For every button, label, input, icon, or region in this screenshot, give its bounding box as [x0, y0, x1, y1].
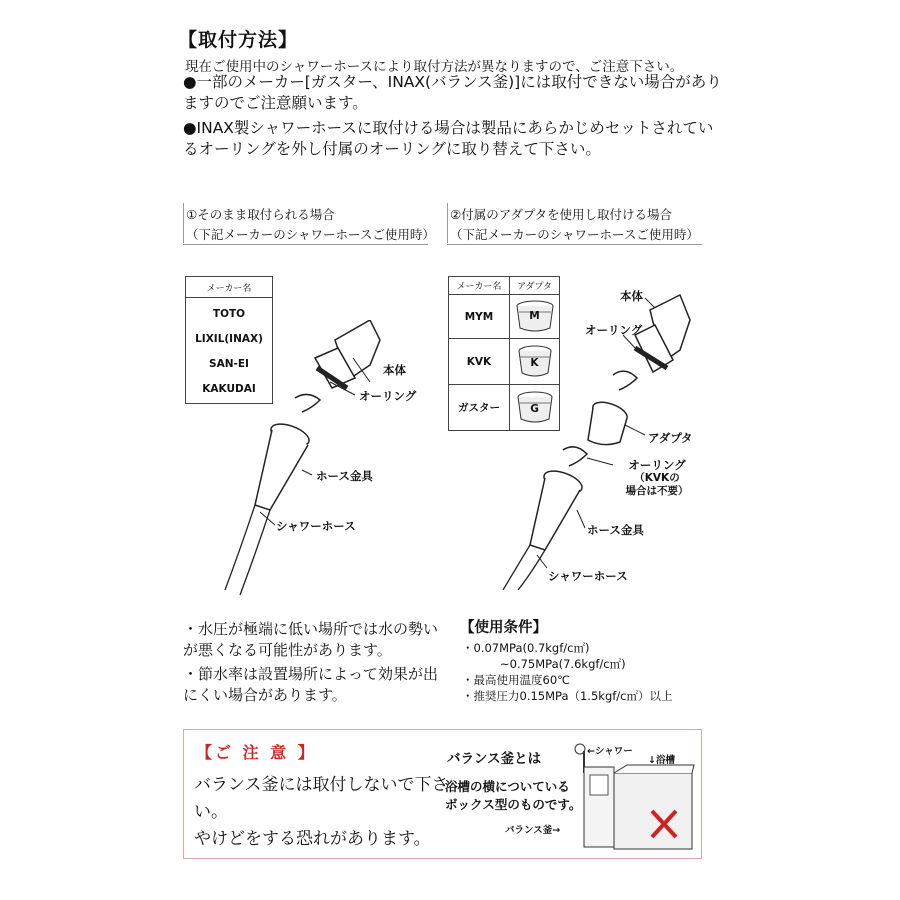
case1-caption-bar	[183, 203, 184, 243]
case2-caption-bar	[447, 203, 448, 243]
conditions-list	[462, 640, 673, 704]
case2-label-adapter: アダプタ	[648, 431, 693, 445]
balance-kama-illustration	[572, 743, 697, 855]
warning-line1: バランス釜には取付しないで下さい。	[194, 775, 449, 822]
condition-pressure-min: ・0.07MPa(0.7kgf/c㎡)	[462, 641, 590, 655]
balance-tub-label: ↓浴槽	[648, 755, 675, 766]
case2-label-oring-note1: （KVKの	[634, 472, 680, 484]
balance-line1: 浴槽の横についている	[445, 779, 570, 794]
balance-shower-label: ←シャワー	[587, 746, 633, 757]
intro-text: 現在ご使用中のシャワーホースにより取付方法が異なりますので、ご注意下さい。	[185, 59, 684, 75]
case2-table-header-adapter: アダプタ	[510, 277, 560, 295]
case2-label-oring-note2: 場合は不要）	[625, 485, 689, 497]
case2-table-header-maker: メーカー名	[449, 277, 510, 295]
case2-caption-line1: ②付属のアダプタを使用し取付ける場合	[450, 207, 672, 222]
maker-toto: TOTO	[212, 308, 246, 320]
case1-illustration	[220, 320, 440, 600]
maker-lixil: LIXIL(INAX)	[195, 333, 263, 345]
warning-title: 【ご 注 意 】	[196, 743, 317, 762]
case2-label-oring-bottom-group	[617, 459, 697, 498]
case1-caption-underline	[183, 244, 428, 245]
maker-mym: MYM	[449, 295, 510, 339]
case1-caption	[186, 205, 435, 245]
maker-kakudai: KAKUDAI	[202, 383, 256, 395]
case1-label-oring: オーリング	[359, 389, 417, 403]
case2-label-oring-bottom: オーリング	[628, 458, 686, 472]
maker-kvk: KVK	[449, 339, 510, 385]
note-water-saving: ・節水率は設置場所によって効果が出にくい場合があります。	[183, 665, 439, 704]
maker-gastar: ガスター	[449, 385, 510, 431]
case2-label-fitting: ホース金具	[587, 523, 644, 537]
case2-label-body: 本体	[620, 289, 643, 303]
case1-caption-line1: ①そのまま取付られる場合	[186, 207, 335, 222]
warning-line2: やけどをする恐れがあります。	[194, 829, 431, 849]
case1-label-fitting: ホース金具	[316, 469, 373, 483]
case1-label-hose: シャワーホース	[276, 519, 356, 533]
case2-label-oring-top: オーリング	[585, 323, 643, 337]
case1-caption-line2: （下記メーカーのシャワーホースご使用時）	[186, 227, 435, 242]
bullet-inax-oring: ●INAX製シャワーホースに取付ける場合は製品にあらかじめセットされているオーリングを外し付属のオーリングに取り替えて下さい。	[183, 119, 714, 158]
section-title: 【取付方法】	[178, 29, 299, 51]
conditions-title: 【使用条件】	[460, 620, 547, 636]
balance-line2: ボックス型のものです。	[445, 797, 582, 812]
condition-pressure-max: ~0.75MPa(7.6kgf/c㎡)	[500, 657, 626, 671]
condition-max-temp: ・最高使用温度60℃	[462, 673, 571, 687]
adapter-m-letter: M	[529, 309, 540, 322]
note-water-pressure: ・水圧が極端に低い場所では水の勢いが悪くなる可能性があります。	[183, 620, 439, 659]
adapter-g-letter: G	[530, 402, 539, 415]
case2-caption-underline	[447, 244, 702, 245]
case2-caption	[450, 205, 699, 245]
case1-table-header: メーカー名	[186, 277, 273, 298]
case2-label-hose: シャワーホース	[548, 569, 628, 583]
warning-text	[194, 772, 454, 853]
balance-title: バランス釜とは	[447, 751, 542, 767]
balance-desc	[445, 778, 581, 814]
bullet-maker-warning: ●一部のメーカー[ガスター、INAX(バランス釜)]には取付できない場合がありますのでご注意願います。	[183, 73, 722, 112]
condition-recommended-pressure: ・推奨圧力0.15MPa（1.5kgf/c㎡）以上	[462, 689, 673, 703]
case2-caption-line2: （下記メーカーのシャワーホースご使用時）	[450, 227, 699, 242]
case1-label-body: 本体	[383, 363, 406, 377]
adapter-k-letter: K	[530, 356, 539, 369]
balance-kama-label: バランス釜→	[505, 825, 561, 836]
maker-sanei: SAN-EI	[209, 358, 249, 370]
